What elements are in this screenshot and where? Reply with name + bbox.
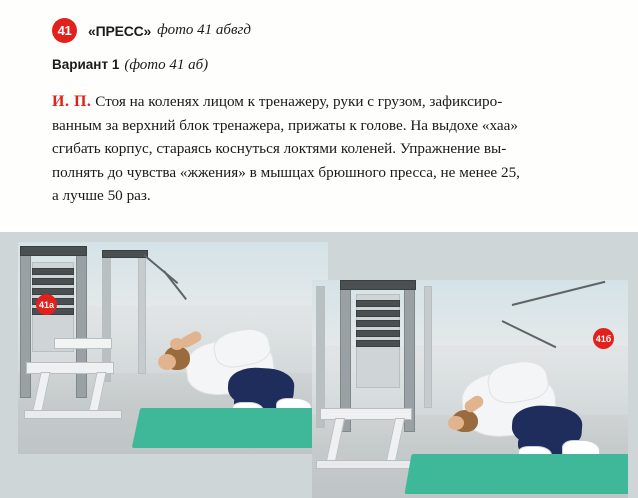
description-line-5: а лучше 50 раз. [52, 187, 151, 204]
exercise-mat [404, 454, 628, 494]
bench-base [24, 410, 122, 419]
weight-plate [356, 300, 400, 307]
weight-plate [32, 268, 74, 275]
athlete-face [448, 416, 464, 430]
description-line-1: Стоя на коленях лицом к тренажеру, руки с грузом, зафиксиро- [95, 93, 503, 110]
exercise-number-badge: 41 [52, 18, 77, 43]
description-line-4: полнять до чувства «жжения» в мышцах брюшного пресса, не менее 25, [52, 163, 520, 181]
weight-plate [356, 320, 400, 327]
description-line-2: ванным за верхний блок тренажера, прижаты к голове. На выдохе «хаа» [52, 116, 518, 134]
machine-post [316, 286, 325, 428]
photo-tag-41a: 41а [36, 294, 57, 315]
weight-plate [32, 278, 74, 285]
photo-section [0, 232, 638, 498]
variant-label: Вариант 1 [52, 57, 120, 72]
machine-top-bar [20, 246, 87, 256]
weight-plate [356, 340, 400, 347]
athlete-face [158, 354, 176, 370]
photo-41b [312, 280, 628, 498]
variant-note: (фото 41 аб) [124, 57, 209, 73]
bench-base [316, 460, 422, 469]
exercise-heading [52, 18, 251, 43]
exercise-mat [132, 408, 328, 448]
machine-top-bar [340, 280, 416, 290]
starting-position-mark: И. П. [52, 93, 92, 110]
variant-heading [52, 56, 208, 74]
bench-pad [54, 338, 112, 349]
weight-plate [32, 288, 74, 295]
exercise-description [52, 90, 638, 208]
weight-plate [356, 330, 400, 337]
exercise-title: «ПРЕСС» [88, 22, 152, 39]
photo-41a [18, 242, 328, 454]
machine-crossbar [102, 250, 148, 258]
photo-tag-41b: 41б [593, 328, 614, 349]
machine-post [138, 252, 146, 374]
machine-upright-right [76, 246, 87, 398]
exercise-title-note: фото 41 абвгд [157, 22, 251, 38]
description-line-3: сгибать корпус, стараясь коснуться локтями коленей. Упражнение вы- [52, 140, 507, 157]
text-section [0, 0, 638, 228]
weight-plate [356, 310, 400, 317]
machine-upright-left [20, 246, 31, 398]
machine-post [424, 286, 432, 408]
